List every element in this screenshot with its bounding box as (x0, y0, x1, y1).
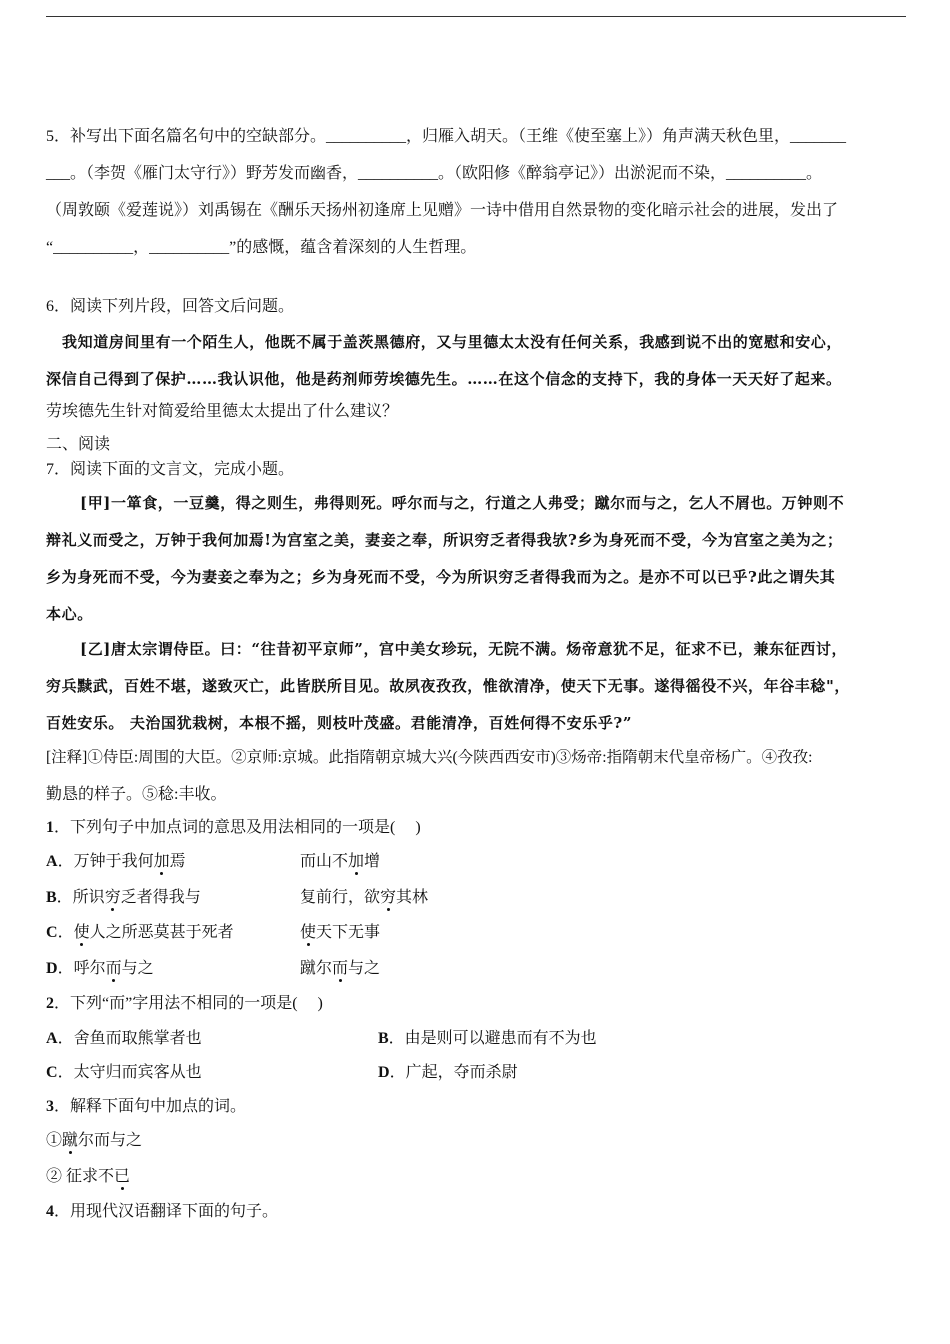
s4-number: 4 (46, 1203, 54, 1220)
s1-option-a-right (300, 852, 380, 872)
section-heading: 二、阅读 (46, 436, 111, 453)
s1-option-c-right-post: 天下无事 (316, 924, 381, 941)
s3-number: 3 (46, 1098, 54, 1115)
q5-line-2: ___。（李贺《雁门太守行》）野芳发而幽香，__________。（欧阳修《醉翁亭记》）出淤泥而不染，__________。 (46, 165, 823, 182)
s2-option-b-text: ．由是则可以避患而有不为也 (388, 1030, 597, 1047)
s1-option-a-right-post: 增 (364, 853, 381, 870)
s2-option-a-label: A (46, 1030, 58, 1047)
q5-line-4: “__________，__________”的感慨，蕴含着深刻的人生哲理。 (46, 239, 477, 256)
s3-item-1-dotted: 蹴 (62, 1132, 79, 1149)
s1-option-b-label: B (46, 889, 57, 906)
q7-note-line-1: [注释]①侍臣:周围的大臣。②京师:京城。此指隋朝京城大兴(今陕西西安市)③炀帝:指隋朝末代皇帝杨广。④孜孜: (46, 749, 813, 766)
s3-item-2-pre: ② 征求不 (46, 1168, 115, 1185)
s2-stem (46, 994, 906, 1014)
s1-option-c-left-pre: ． (57, 924, 74, 941)
s3-item-2-dotted: 已 (114, 1168, 131, 1185)
s2-option-d-text: ．广起，夺而杀尉 (389, 1064, 518, 1081)
s2-option-a-text: ．舍鱼而取熊掌者也 (57, 1030, 202, 1047)
s1-option-c-label: C (46, 924, 58, 941)
q6-passage-line-1: 我知道房间里有一个陌生人，他既不属于盖茨黑德府，又与里德太太没有任何关系，我感到说不出的宽慰和安心， (62, 333, 843, 351)
s3-item-2 (46, 1167, 906, 1187)
s4-stem (46, 1202, 906, 1222)
s1-number: 1 (46, 819, 54, 836)
q6-passage-line-2: 深信自己得到了保护……我认识他，他是药剂师劳埃德先生。……在这个信念的支持下，我的身体一天天好了起来。 (46, 370, 842, 388)
q5-line-3: （周敦颐《爱莲说》）刘禹锡在《酬乐天扬州初逢席上见赠》一诗中借用自然景物的变化暗示社会的进展，发出了 (46, 202, 839, 219)
q5-line-1: 5．补写出下面名篇名句中的空缺部分。__________，归雁入胡天。（王维《使至塞上》）角声满天秋色里，_______ (46, 128, 847, 145)
q7-yi-line-3: 百姓安乐。 夫治国犹栽树，本根不摇，则枝叶茂盛。君能清净，百姓何得不安乐乎?” (46, 714, 633, 732)
s1-option-b-right-dotted: 穷 (380, 889, 397, 906)
s2-option-c-text: ．太守归而宾客从也 (57, 1064, 202, 1081)
s2-option-b[interactable] (378, 1029, 597, 1049)
s3-stem-text: ．解释下面句中加点的词。 (54, 1098, 247, 1115)
s1-option-c-left-dotted: 使 (73, 924, 90, 941)
s1-option-a-left-pre: ．万钟于我何 (57, 853, 154, 870)
q7-jia-line-4: 本心。 (46, 605, 93, 623)
s1-option-b-right-post: 其林 (396, 889, 429, 906)
s1-option-b-left-post: 乏者得我与 (120, 889, 201, 906)
s1-option-a-left[interactable] (46, 852, 186, 872)
s1-option-b-left-dotted: 穷 (104, 889, 121, 906)
header-rule (46, 16, 906, 17)
s1-option-d-right-dotted: 而 (332, 960, 349, 977)
s1-option-a-right-dotted: 加 (348, 853, 365, 870)
s1-stem (46, 818, 906, 838)
q7-title: 7．阅读下面的文言文，完成小题。 (46, 461, 295, 478)
s1-option-c-left-post: 人之所恶莫甚于死者 (89, 924, 234, 941)
s1-option-d-left-pre: ．呼尔 (57, 960, 106, 977)
s2-option-c-label: C (46, 1064, 58, 1081)
s2-option-c[interactable] (46, 1063, 202, 1083)
s3-item-1 (46, 1131, 906, 1151)
s1-option-d-right-pre: 蹴尔 (300, 960, 333, 977)
s3-stem (46, 1097, 906, 1117)
q6-title: 6．阅读下列片段，回答文后问题。 (46, 298, 295, 315)
s1-option-a-right-pre: 而山不 (300, 853, 349, 870)
s1-option-b-right-pre: 复前行，欲 (300, 889, 381, 906)
s2-option-d[interactable] (378, 1063, 518, 1083)
s1-option-d-left-post: 与之 (121, 960, 154, 977)
s1-option-d-right-post: 与之 (348, 960, 381, 977)
s2-option-b-label: B (378, 1030, 389, 1047)
s1-option-c-right-dotted: 使 (300, 924, 317, 941)
s1-option-a-left-post: 焉 (169, 853, 186, 870)
s1-option-b-right (300, 888, 428, 908)
s1-option-d-left[interactable] (46, 959, 154, 979)
s1-option-c-left[interactable] (46, 923, 234, 943)
q7-jia-line-2: 辩礼义而受之，万钟于我何加焉!为宫室之美，妻妾之奉，所识穷乏者得我欤?乡为身死而不受，今为宫室之美为之； (46, 531, 843, 549)
q7-yi-line-2: 穷兵黩武，百姓不堪，遂致灭亡，此皆朕所目见。故夙夜孜孜，惟欲清净，使天下无事。遂得徭役不兴，年谷丰稔"， (46, 677, 851, 695)
s2-number: 2 (46, 995, 54, 1012)
q7-jia-line-3: 乡为身死而不受，今为妻妾之奉为之；乡为身死而不受，今为所识穷乏者得我而为之。是亦不可以已乎?此之谓失其 (46, 568, 836, 586)
s1-option-d-label: D (46, 960, 58, 977)
q7-jia-line-1: [甲]一箪食，一豆羹，得之则生，弗得则死。呼尔而与之，行道之人弗受；蹴尔而与之，乞人不屑也。万钟则不 (80, 494, 845, 512)
s1-option-c-right (300, 923, 380, 943)
s2-option-d-label: D (378, 1064, 390, 1081)
s1-option-b-left-pre: ．所识 (56, 889, 105, 906)
s1-stem-text: ．下列句子中加点词的意思及用法相同的一项是( ) (54, 819, 421, 836)
s1-option-d-left-dotted: 而 (105, 960, 122, 977)
s3-item-1-pre: ① (46, 1132, 63, 1149)
s4-stem-text: ．用现代汉语翻译下面的句子。 (54, 1203, 279, 1220)
s2-stem-text: ．下列“而”字用法不相同的一项是( ) (54, 995, 323, 1012)
q7-yi-line-1: [乙]唐太宗谓侍臣。曰：“往昔初平京师”，宫中美女珍玩，无院不满。炀帝意犹不足，征求不已，兼东征西讨， (80, 640, 848, 658)
s1-option-a-label: A (46, 853, 58, 870)
q7-note-line-2: 勤恳的样子。⑤稔:丰收。 (46, 786, 227, 803)
q6-question: 劳埃德先生针对简爱给里德太太提出了什么建议？ (46, 403, 399, 420)
s1-option-a-left-dotted: 加 (153, 853, 170, 870)
s1-option-d-right (300, 959, 380, 979)
s3-item-1-post: 尔而与之 (78, 1132, 143, 1149)
s1-option-b-left[interactable] (46, 888, 201, 908)
s2-option-a[interactable] (46, 1029, 202, 1049)
